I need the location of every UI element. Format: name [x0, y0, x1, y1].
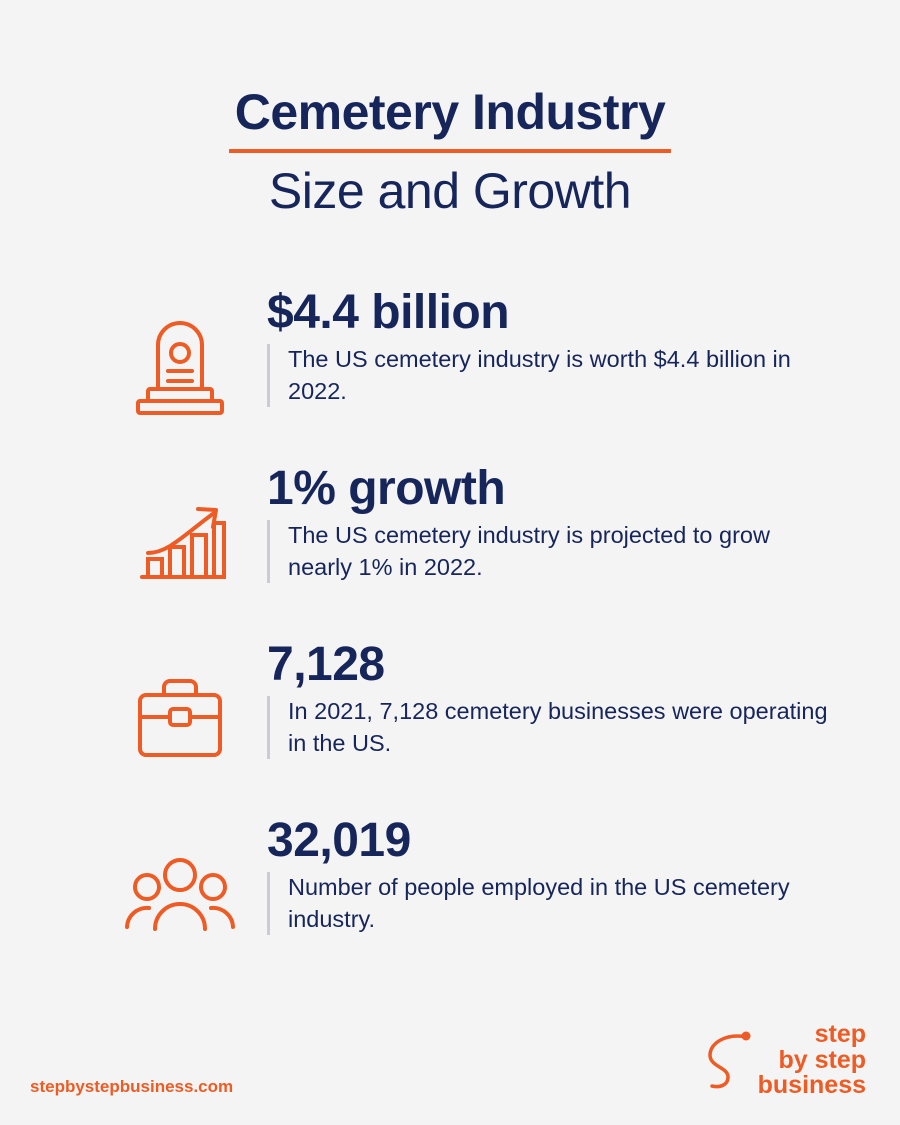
stat-value: $4.4 billion	[267, 285, 510, 339]
divider	[267, 696, 270, 759]
logo-line-3: business	[757, 1071, 866, 1100]
stat-value: 1% growth	[267, 461, 506, 515]
page-title	[0, 0, 900, 219]
stat-body	[267, 637, 840, 759]
title-line-primary: Cemetery Industry	[229, 86, 672, 153]
people-group-icon	[92, 813, 267, 951]
title-line-secondary: Size and Growth	[268, 162, 632, 219]
stat-description: The US cemetery industry is projected to grow nearly 1% in 2022.	[288, 522, 770, 580]
statistics-list	[0, 285, 900, 953]
list-item	[92, 813, 840, 953]
stat-body	[267, 461, 840, 583]
stat-description: In 2021, 7,128 cemetery businesses were operating in the US.	[288, 698, 828, 756]
briefcase-icon	[92, 637, 267, 775]
stat-body	[267, 813, 840, 935]
divider	[267, 344, 270, 407]
stat-description: The US cemetery industry is worth $4.4 billion in 2022.	[288, 346, 791, 404]
growth-chart-icon	[92, 461, 267, 599]
logo-line-2: by step	[778, 1045, 866, 1074]
list-item	[92, 461, 840, 601]
brand-logo[interactable]	[706, 1019, 866, 1100]
list-item	[92, 637, 840, 777]
list-item	[92, 285, 840, 425]
logo-wordmark	[757, 1019, 866, 1100]
footer-website-url[interactable]: stepbystepbusiness.com	[30, 1077, 234, 1096]
divider	[267, 520, 270, 583]
stat-value: 7,128	[267, 637, 385, 691]
divider	[267, 872, 270, 935]
stat-value: 32,019	[267, 813, 411, 867]
stat-description: Number of people employed in the US cemetery industry.	[288, 874, 790, 932]
headstone-icon	[92, 285, 267, 423]
logo-swoosh-icon	[706, 1029, 752, 1091]
stat-body	[267, 285, 840, 407]
logo-line-1: step	[814, 1019, 866, 1048]
